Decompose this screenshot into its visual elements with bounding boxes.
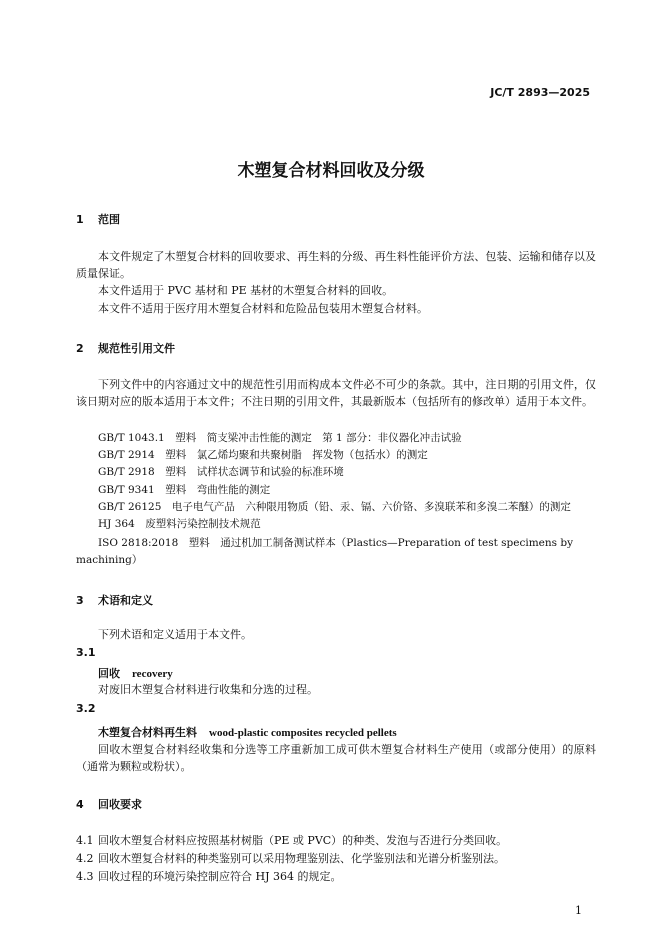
clause [76,868,596,885]
section-4-heading [76,796,142,812]
term-definition: 回收木塑复合材料经收集和分选等工序重新加工成可供木塑复合材料生产使用（或部分使用）的原料（通常为颗粒或粉状）。 [76,743,596,773]
term-zh: 回收 [98,667,120,680]
section-number: 1 [76,213,84,226]
standard-code: JC/T 2893—2025 [490,86,590,99]
term-en: recovery [132,668,173,680]
clause-text: 回收木塑复合材料应按照基材树脂（PE 或 PVC）的种类、发泡与否进行分类回收。 [98,834,508,847]
clause [76,832,596,849]
term-en: wood-plastic composites recycled pellets [209,727,397,739]
term-heading [98,665,173,681]
section-2-heading [76,340,175,356]
section-number: 2 [76,342,84,355]
reference-item: GB/T 1043.1 塑料 简支梁冲击性能的测定 第 1 部分：非仪器化冲击试验 [98,432,462,444]
paragraph: 下列文件中的内容通过文中的规范性引用而构成本文件必不可少的条款。其中，注日期的引用文件，仅该日期对应的版本适用于本文件；不注日期的引用文件，其最新版本（包括所有的修改单）适用于本文件。 [76,378,596,408]
section-title: 范围 [98,213,120,226]
paragraph: 本文件适用于 PVC 基材和 PE 基材的木塑复合材料的回收。 [98,284,394,297]
clause-number: 4.1 [76,834,94,847]
section-number: 3 [76,594,84,607]
section-title: 规范性引用文件 [98,342,175,355]
clause-text: 回收过程的环境污染控制应符合 HJ 364 的规定。 [98,870,342,883]
reference-item: GB/T 2914 塑料 氯乙烯均聚和共聚树脂 挥发物（包括水）的测定 [98,449,428,461]
clause-text: 回收木塑复合材料的种类鉴别可以采用物理鉴别法、化学鉴别法和光谱分析鉴别法。 [98,852,505,865]
section-1-heading [76,211,120,227]
clause-number: 4.3 [76,870,94,883]
section-number: 4 [76,798,84,811]
term-number: 3.2 [76,702,96,715]
reference-item: GB/T 2918 塑料 试样状态调节和试验的标准环境 [98,466,344,478]
clause [76,850,596,867]
section-title: 回收要求 [98,798,142,811]
paragraph: 下列术语和定义适用于本文件。 [98,628,252,641]
section-3-heading [76,592,153,608]
term-heading [98,724,397,740]
paragraph: 本文件规定了木塑复合材料的回收要求、再生料的分级、再生料性能评价方法、包装、运输和储存以及质量保证。 [76,250,596,280]
clause-number: 4.2 [76,852,94,865]
section-title: 术语和定义 [98,594,153,607]
paragraph: 本文件不适用于医疗用木塑复合材料和危险品包装用木塑复合材料。 [98,302,428,315]
reference-item: GB/T 26125 电子电气产品 六种限用物质（铅、汞、镉、六价铬、多溴联苯和多溴二苯醚）的测定 [98,501,571,513]
reference-item: GB/T 9341 塑料 弯曲性能的测定 [98,484,271,496]
page-number: 1 [575,904,582,917]
term-definition: 对废旧木塑复合材料进行收集和分选的过程。 [98,683,318,696]
reference-item: ISO 2818:2018 塑料 通过机加工制备测试样本（Plastics—Preparation of test specimens by machining） [76,537,574,566]
reference-item: HJ 364 废塑料污染控制技术规范 [98,518,261,530]
term-zh: 木塑复合材料再生料 [98,726,197,739]
document-title: 木塑复合材料回收及分级 [237,161,425,181]
term-number: 3.1 [76,646,96,659]
